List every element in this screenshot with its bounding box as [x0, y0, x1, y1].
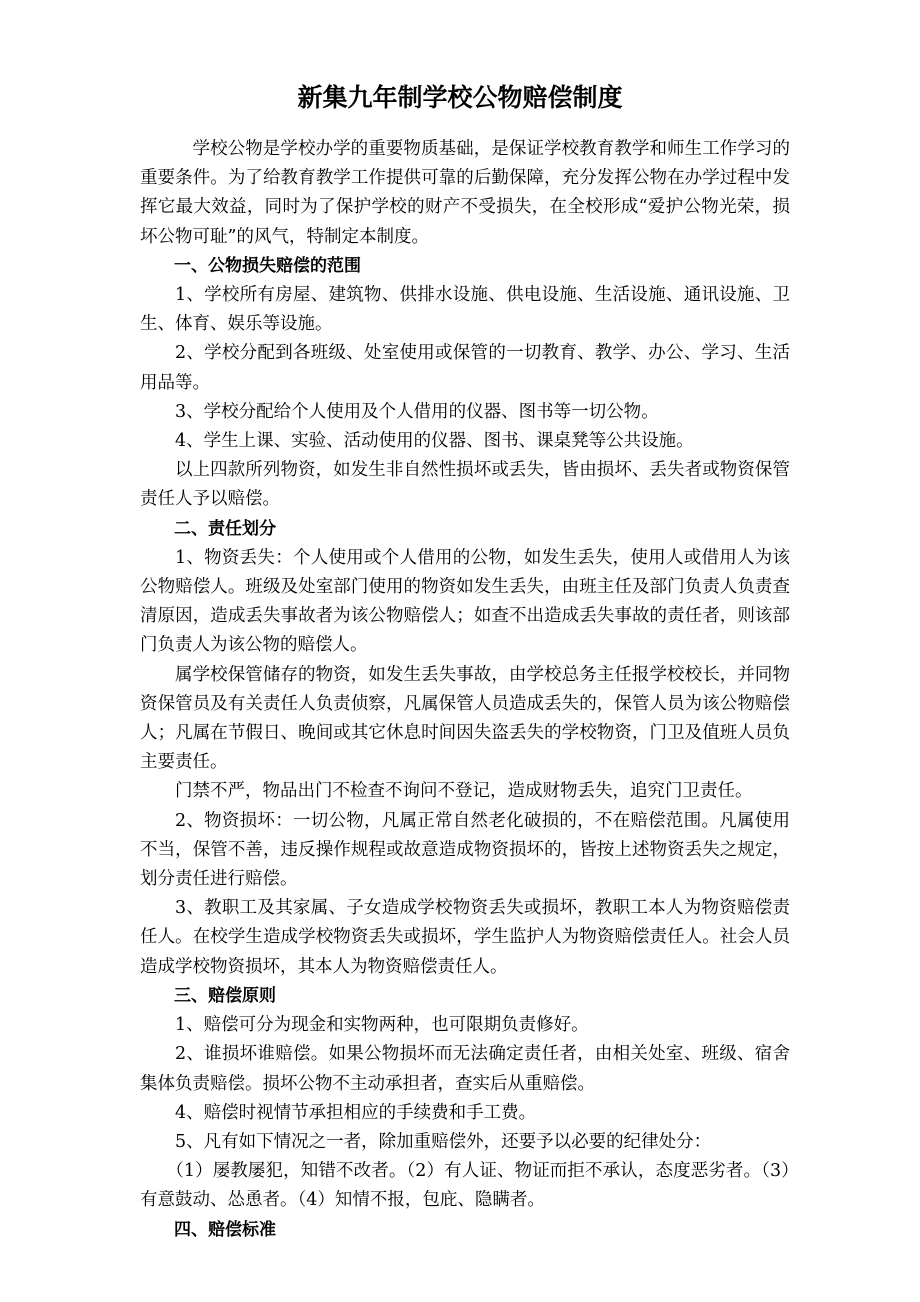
section-3-item: 4、赔偿时视情节承担相应的手续费和手工费。 [175, 1102, 537, 1123]
section-2-item: 1、物资丢失：个人使用或个人借用的公物，如发生丢失，使用人或借用人为该公物赔偿人。班级及处室部门使用的物资如发生丢失，由班主任及部门负责人负责查清原因，造成丢失事故者为该公物赔偿人；如查不出造成丢失事故的责任者，则该部门负责人为该公物的赔偿人。 [140, 547, 790, 656]
section-2-heading: 二、责任划分 [174, 518, 276, 539]
section-1-item: 1、学校所有房屋、建筑物、供排水设施、供电设施、生活设施、通讯设施、卫生、体育、娱乐等设施。 [140, 285, 790, 335]
section-3-item: 2、谁损坏谁赔偿。如果公物损坏而无法确定责任者，由相关处室、班级、宿舍集体负责赔偿。损坏公物不主动承担者，查实后从重赔偿。 [140, 1044, 790, 1094]
document-body [140, 135, 790, 1245]
section-1-item: 3、学校分配给个人使用及个人借用的仪器、图书等一切公物。 [175, 401, 659, 422]
section-2-item: 属学校保管储存的物资，如发生丢失事故，由学校总务主任报学校校长，并同物资保管员及有关责任人负责侦察，凡属保管人员造成丢失的，保管人员为该公物赔偿人；凡属在节假日、晚间或其它休息时间因失盗丢失的学校物资，门卫及值班人员负主要责任。 [140, 664, 790, 773]
section-3-item: 5、凡有如下情况之一者，除加重赔偿外，还要予以必要的纪律处分： [175, 1131, 712, 1152]
section-3-item: 1、赔偿可分为现金和实物两种，也可限期负责修好。 [175, 1015, 589, 1036]
section-1-item: 2、学校分配到各班级、处室使用或保管的一切教育、教学、办公、学习、生活用品等。 [140, 343, 790, 393]
intro-paragraph: 学校公物是学校办学的重要物质基础，是保证学校教育教学和师生工作学习的重要条件。为了给教育教学工作提供可靠的后勤保障，充分发挥公物在办学过程中发挥它最大效益，同时为了保护学校的财产不受损失，在全校形成“爱护公物光荣，损坏公物可耻”的风气，特制定本制度。 [140, 139, 790, 247]
section-2-item: 门禁不严，物品出门不检查不询问不登记，造成财物丢失，追究门卫责任。 [175, 781, 753, 802]
section-1-summary: 以上四款所列物资，如发生非自然性损坏或丢失，皆由损坏、丢失者或物资保管责任人予以赔偿。 [140, 460, 790, 510]
section-2-item: 2、物资损坏：一切公物，凡属正常自然老化破损的，不在赔偿范围。凡属使用不当，保管不善，违反操作规程或故意造成物资损坏的，皆按上述物资丢失之规定，划分责任进行赔偿。 [140, 810, 790, 890]
section-2-item: 3、教职工及其家属、子女造成学校物资丢失或损坏，教职工本人为物资赔偿责任人。在校学生造成学校物资丢失或损坏，学生监护人为物资赔偿责任人。社会人员造成学校物资损坏，其本人为物资赔偿责任人。 [140, 898, 790, 977]
page-title: 新集九年制学校公物赔偿制度 [297, 83, 623, 112]
section-1-item: 4、学生上课、实验、活动使用的仪器、图书、课桌凳等公共设施。 [175, 431, 694, 452]
section-4-heading: 四、赔偿标准 [174, 1219, 276, 1240]
section-3-subitems: （1）屡教屡犯，知错不改者。（2）有人证、物证而拒不承认，态度恶劣者。（3）有意鼓动、怂恿者。（4）知情不报，包庇、隐瞒者。 [140, 1161, 790, 1211]
section-3-heading: 三、赔偿原则 [174, 985, 276, 1006]
section-1-heading: 一、公物损失赔偿的范围 [174, 255, 361, 276]
